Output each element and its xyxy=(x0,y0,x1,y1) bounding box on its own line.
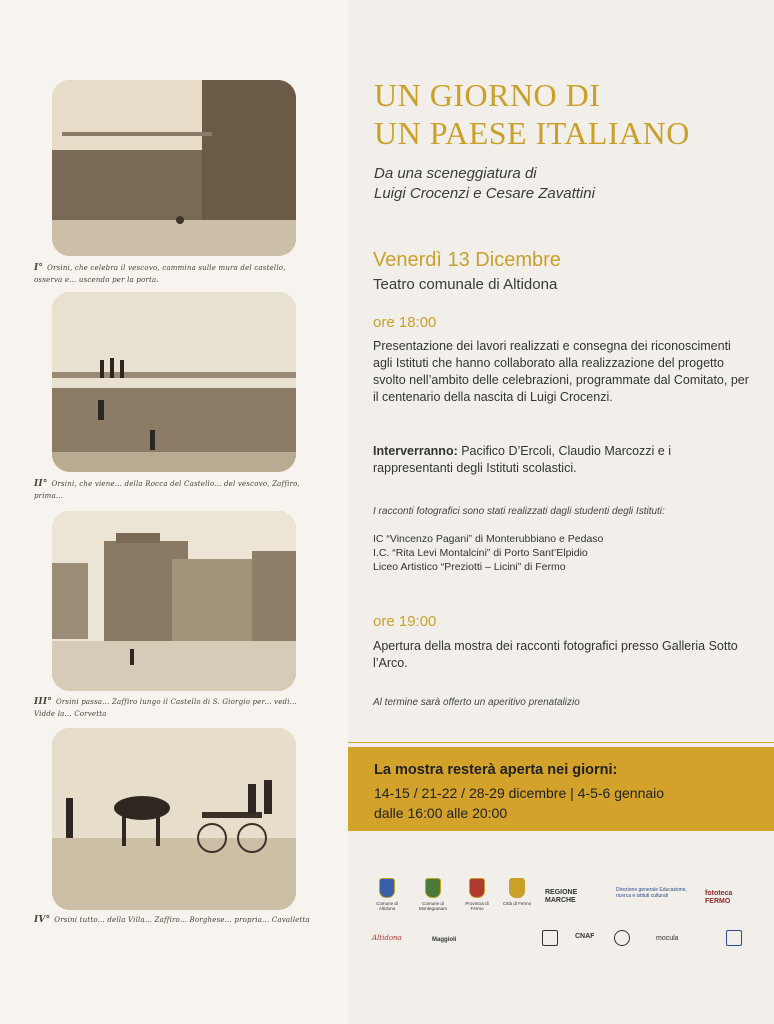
logo-provincia-fermo xyxy=(462,878,492,911)
logo-cnaf: CNAF xyxy=(575,933,595,940)
logo-altidona-script: Altidona xyxy=(372,934,402,942)
school-icon xyxy=(726,930,742,946)
crest-icon xyxy=(469,878,485,898)
subtitle-line-2: Luigi Crocenzi e Cesare Zavattini xyxy=(374,185,595,202)
banner-dates xyxy=(374,783,764,823)
crest-icon xyxy=(425,878,441,898)
logo-label: Provincia di Fermo xyxy=(465,901,489,911)
event-date: Venerdì 13 Dicembre xyxy=(373,249,561,271)
session1-description: Presentazione dei lavori realizzati e consegna dei riconoscimenti agli Istituti che hanno collaborato alla realizzazione del progetto svolto nell’ambito delle celebrazioni, programmate dal Comitato, per il centenario della nascita di Luigi Crocenzi. xyxy=(373,339,749,404)
photo-castle-buildings xyxy=(52,511,296,691)
crest-icon xyxy=(509,878,525,898)
event-venue: Teatro comunale di Altidona xyxy=(373,276,558,293)
speakers-label: Interverranno: xyxy=(373,444,458,458)
logo-mocula: mocula xyxy=(656,935,679,942)
session1-time: ore 18:00 xyxy=(373,314,437,331)
title-line-1: UN GIORNO DI xyxy=(374,77,601,113)
banner-title: La mostra resterà aperta nei giorni: xyxy=(374,762,618,778)
title-line-2: UN PAESE ITALIANO xyxy=(374,115,690,151)
event-title xyxy=(374,76,754,152)
banner-divider xyxy=(348,742,774,743)
crest-icon xyxy=(379,878,395,898)
subtitle-line-1: Da una sceneggiatura di xyxy=(374,165,537,182)
logo-maggioli: Maggioli xyxy=(432,937,457,943)
eye-icon xyxy=(614,930,630,946)
schools-list xyxy=(373,532,758,574)
banner-hours: dalle 16:00 alle 20:00 xyxy=(374,805,508,821)
film-icon xyxy=(542,930,558,946)
logo-fototeca-fermo: fototeca FERMO xyxy=(705,890,733,905)
school-item: I.C. “Rita Levi Montalcini” di Porto Sant’Elpidio xyxy=(373,547,588,559)
photo-horse-cart xyxy=(52,728,296,910)
photo-caption: III° Orsini passa... Zaffiro lungo il Castello di S. Giorgio per... vedi... Vidde la... Corvetta xyxy=(34,697,297,718)
school-item: IC “Vincenzo Pagani” di Monterubbiano e Pedaso xyxy=(373,533,604,545)
logo-comune-altidona xyxy=(372,878,402,911)
session1-speakers xyxy=(373,443,753,477)
logo-regione-marche: REGIONE MARCHE xyxy=(545,889,578,904)
event-subtitle xyxy=(374,164,754,204)
photo-terrace xyxy=(52,292,296,472)
logo-direzione-generale: Direzione generale Educazione, ricerca e istituti culturali xyxy=(616,887,687,899)
school-item: Liceo Artistico “Preziotti – Licini” di Fermo xyxy=(373,561,566,573)
banner-date-list: 14-15 / 21-22 / 28-29 dicembre | 4-5-6 gennaio xyxy=(374,785,665,801)
photo-castle-wall xyxy=(52,80,296,256)
logo-label: Comune di Altidona xyxy=(376,901,398,911)
closing-note: Al termine sarà offerto un aperitivo prenatalizio xyxy=(373,697,580,708)
speakers-list: Pacifico D’Ercoli, Claudio Marcozzi e i rappresentanti degli Istituti scolastici. xyxy=(373,444,672,475)
logo-comune-montegranaro xyxy=(418,878,448,911)
logo-citta-fermo xyxy=(502,878,532,906)
stories-note: I racconti fotografici sono stati realizzati dagli studenti degli Istituti: xyxy=(373,506,665,517)
logo-label: Città di Fermo xyxy=(502,901,532,906)
session2-time: ore 19:00 xyxy=(373,613,437,630)
session2-description: Apertura della mostra dei racconti fotografici presso Galleria Sotto l’Arco. xyxy=(373,639,738,670)
photo-caption: II° Orsini, che viene... della Rocca del Castello... del vescovo, Zaffiro, prima... xyxy=(34,479,300,500)
photo-caption: I° Orsini, che celebra il vescovo, cammina sulle mura del castello, osserva e... uscendo per la porta. xyxy=(34,263,286,284)
logo-label: Comune di Montegranaro xyxy=(418,901,448,911)
photo-caption: IV° Orsini tutto... della Villa... Zaffiro... Borghese... propria... Cavalletta xyxy=(34,915,310,925)
